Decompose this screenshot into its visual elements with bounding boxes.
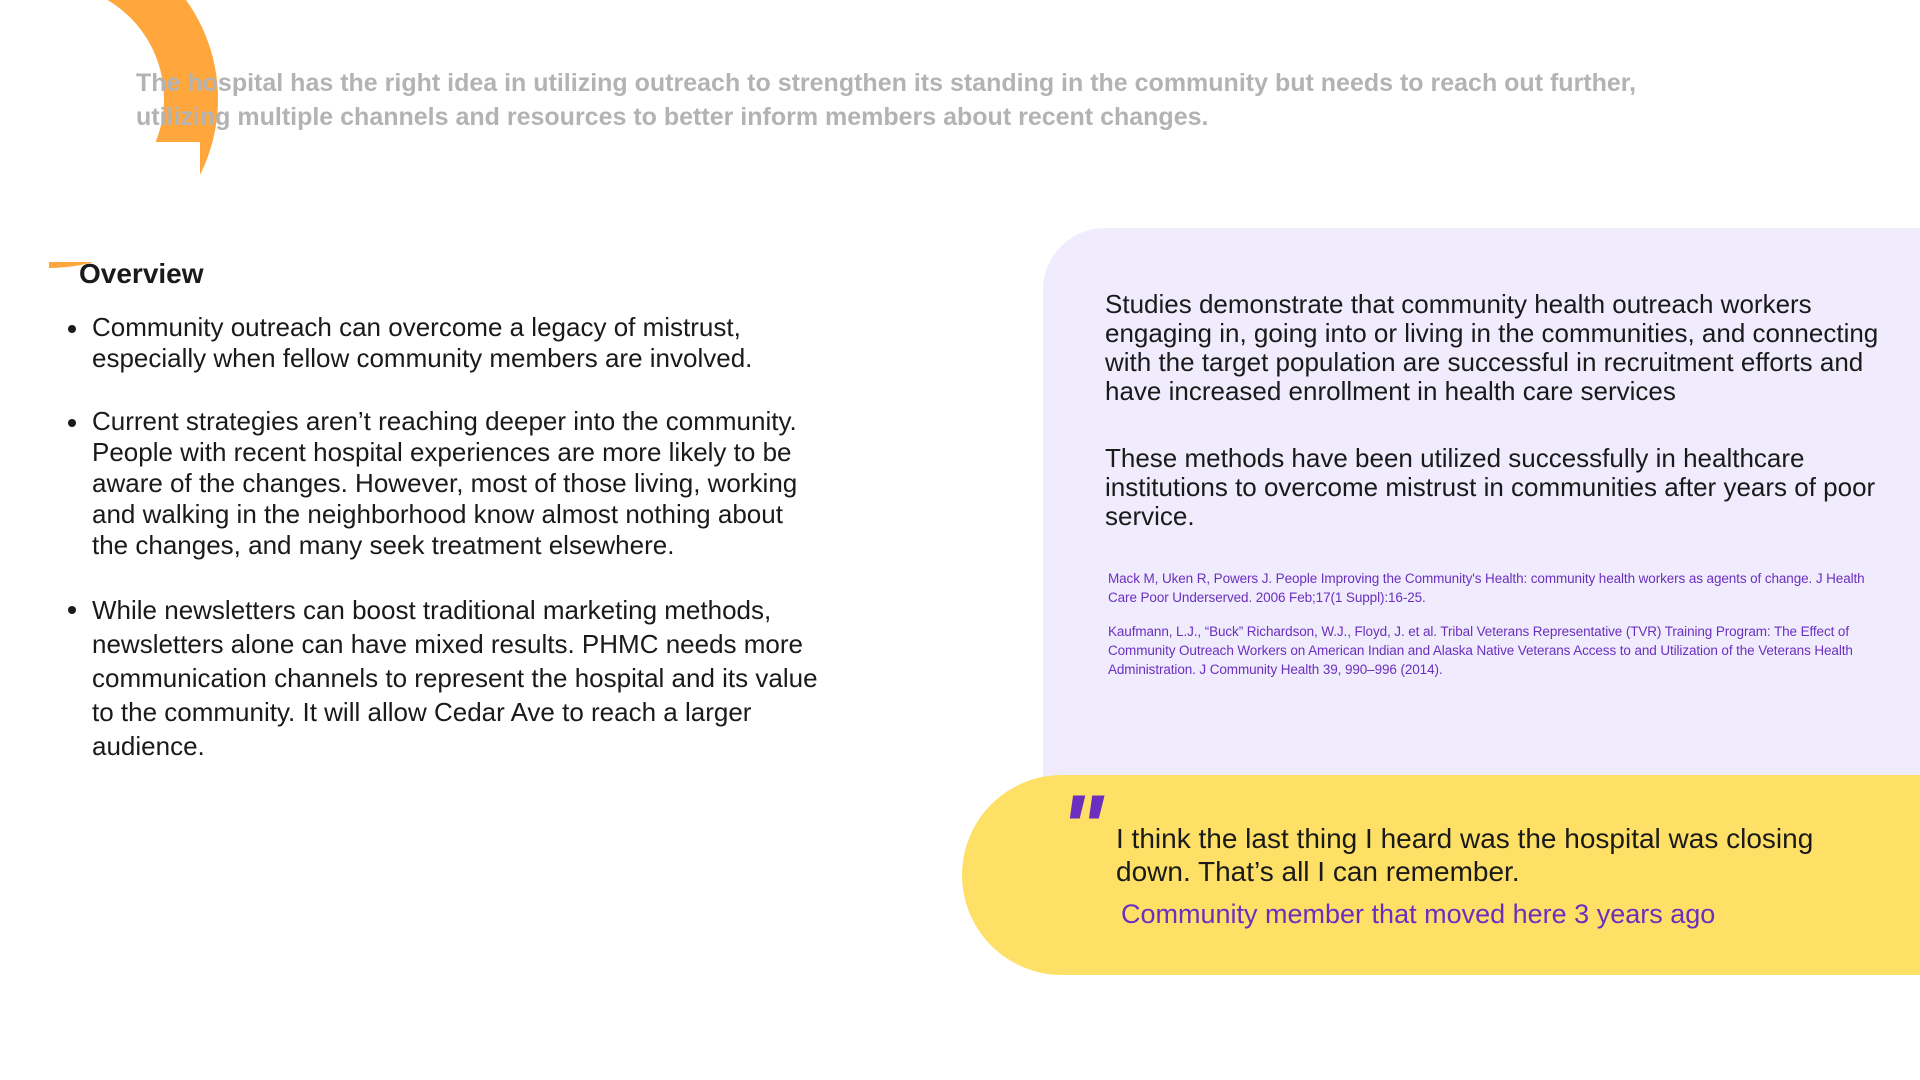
overview-section xyxy=(64,258,824,795)
headline: The hospital has the right idea in utilizing outreach to strengthen its standing in the community but needs to reach out further, utilizing multiple channels and resources to better inform members about recent changes. xyxy=(136,69,1637,131)
bullet-icon xyxy=(68,325,76,333)
studies-content xyxy=(1105,290,1885,694)
overview-item-text: Community outreach can overcome a legacy of mistrust, especially when fellow community members are involved. xyxy=(92,312,753,373)
overview-title: Overview xyxy=(79,258,204,289)
reference-citation: Mack M, Uken R, Powers J. People Improving the Community's Health: community health workers as agents of change. J Health Care Poor Underserved. 2006 Feb;17(1 Suppl):16-25. xyxy=(1108,571,1865,605)
studies-paragraph: Studies demonstrate that community health outreach workers engaging in, going into or living in the communities, and connecting with the target population are successful in recruitment efforts and have increased enrollment in health care services xyxy=(1105,289,1879,406)
bullet-icon xyxy=(68,606,76,614)
overview-item-text: While newsletters can boost traditional marketing methods, newsletters alone can have mixed results. PHMC needs more communication channels to represent the hospital and its value to the community. It will allow Cedar Ave to reach a larger audience. xyxy=(92,595,818,761)
studies-paragraph: These methods have been utilized successfully in healthcare institutions to overcome mistrust in communities after years of poor service. xyxy=(1105,443,1876,531)
overview-item-text: Current strategies aren’t reaching deeper into the community. People with recent hospital experiences are more likely to be aware of the changes. However, most of those living, working and walking in the neighborhood know almost nothing about the changes, and many seek treatment elsewhere. xyxy=(92,406,798,560)
overview-item xyxy=(64,312,824,374)
reference-citation: Kaufmann, L.J., “Buck” Richardson, W.J., Floyd, J. et al. Tribal Veterans Representative (TVR) Training Program: The Effect of Community Outreach Workers on American Indian and Alaska Native Veterans Access to and Utilization of the Veterans Health Administration. J Community Health 39, 990–996 (2014). xyxy=(1108,624,1853,677)
quote-text: I think the last thing I heard was the hospital was closing down. That’s all I can remember. xyxy=(1116,823,1814,887)
bullet-icon xyxy=(68,419,76,427)
overview-item xyxy=(64,406,824,561)
quote-attribution: Community member that moved here 3 years ago xyxy=(1121,899,1716,929)
arc-mask xyxy=(0,142,200,262)
overview-list xyxy=(64,312,824,763)
references xyxy=(1105,569,1885,679)
quotation-mark-icon: " xyxy=(1060,777,1104,879)
overview-item xyxy=(64,593,824,763)
